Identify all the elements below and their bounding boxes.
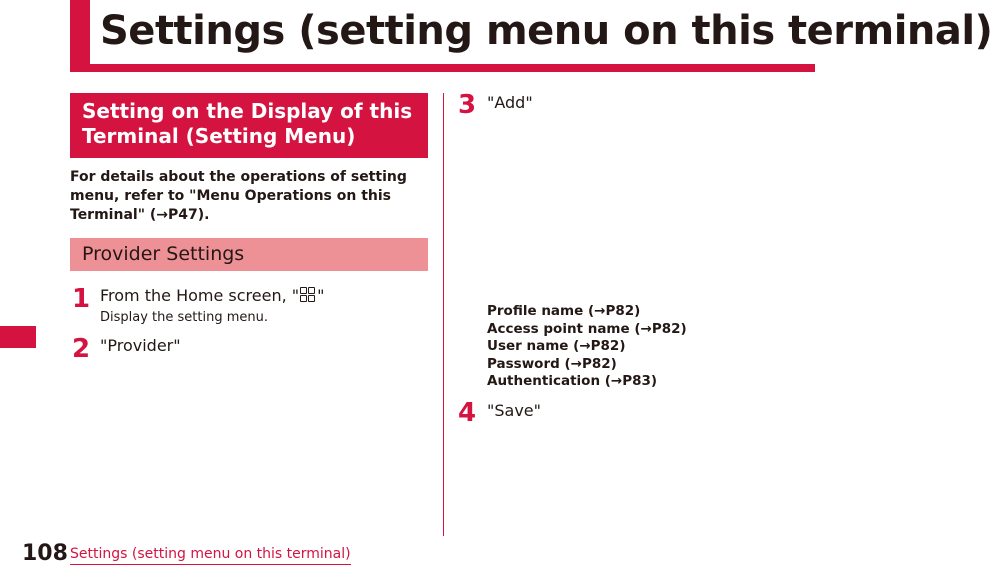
footer-section-label: Settings (setting menu on this terminal) [70, 546, 351, 565]
subsection-header: Provider Settings [70, 238, 428, 271]
field-item-authentication: Authentication (→P83) [487, 373, 658, 390]
step-1-subtext: Display the setting menu. [100, 310, 268, 325]
field-item-profile-name: Profile name (→P82) [487, 303, 641, 319]
step-1-text-before: From the Home screen, " [100, 286, 300, 305]
step-3-field-list [487, 303, 687, 391]
step-4-text: "Save" [487, 401, 541, 420]
step-number-1: 1 [72, 284, 91, 314]
step-1-text-after: " [317, 286, 325, 305]
home-menu-icon [300, 287, 316, 303]
section-intro: For details about the operations of setting menu, refer to "Menu Operations on this Terminal" (→P47). [70, 169, 407, 223]
step-2-text: "Provider" [100, 336, 181, 355]
page-number: 108 [22, 541, 68, 566]
section-header: Setting on the Display of this Terminal (Setting Menu) [70, 93, 428, 158]
title-accent-bar [70, 0, 90, 66]
step-1-text [100, 286, 324, 306]
field-item-access-point-name: Access point name (→P82) [487, 320, 687, 337]
field-item-user-name: User name (→P82) [487, 338, 626, 355]
step-number-2: 2 [72, 334, 91, 364]
field-item-password: Password (→P82) [487, 355, 617, 372]
title-underline [70, 64, 815, 72]
column-divider [443, 93, 444, 536]
page-title: Settings (setting menu on this terminal) [100, 8, 992, 54]
chapter-tab-marker [0, 326, 36, 348]
step-number-3: 3 [458, 90, 477, 120]
step-3-text: "Add" [487, 93, 533, 112]
step-number-4: 4 [458, 398, 477, 428]
